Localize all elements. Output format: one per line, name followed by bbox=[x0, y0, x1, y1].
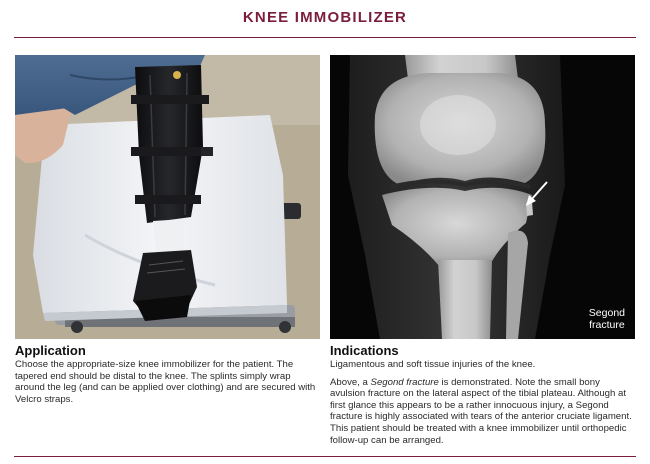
application-section bbox=[15, 343, 321, 411]
indications-heading: Indications bbox=[330, 343, 399, 358]
application-text: Choose the appropriate-size knee immobilizer for the patient. The tapered end should be distal to the knee. The splints simply wrap around the leg (and can be applied over clothing) and are secured with Velcro straps. bbox=[15, 359, 316, 405]
indications-section bbox=[330, 343, 636, 452]
application-heading: Application bbox=[15, 343, 86, 358]
xray-caption-line1: Segond bbox=[588, 307, 625, 319]
bottom-divider bbox=[14, 456, 636, 457]
segond-term: Segond fracture bbox=[370, 376, 439, 388]
knee-xray-illustration bbox=[330, 55, 635, 339]
top-divider bbox=[14, 37, 636, 38]
segond-fracture-xray bbox=[330, 55, 635, 339]
segond-description bbox=[330, 377, 636, 447]
immobilizer-photo-illustration bbox=[15, 55, 320, 339]
segond-description-body: is demonstrated. Note the small bony avulsion fracture on the lateral aspect of the tibial plateau. Although at first glance this appears to be a rather innocuous injury, a Segond fracture is highly associated with tears of the anterior cruciate ligament. This patient should be treated with a knee immobilizer until orthopedic follow-up can be arranged. bbox=[330, 376, 632, 446]
xray-caption-line2: fracture bbox=[589, 319, 625, 331]
xray-caption bbox=[589, 307, 625, 331]
page-title: KNEE IMMOBILIZER bbox=[242, 9, 408, 26]
indications-text: Ligamentous and soft tissue injuries of the knee. bbox=[330, 359, 536, 370]
immobilizer-photo bbox=[15, 55, 320, 339]
segond-description-intro: Above, a bbox=[330, 376, 371, 388]
